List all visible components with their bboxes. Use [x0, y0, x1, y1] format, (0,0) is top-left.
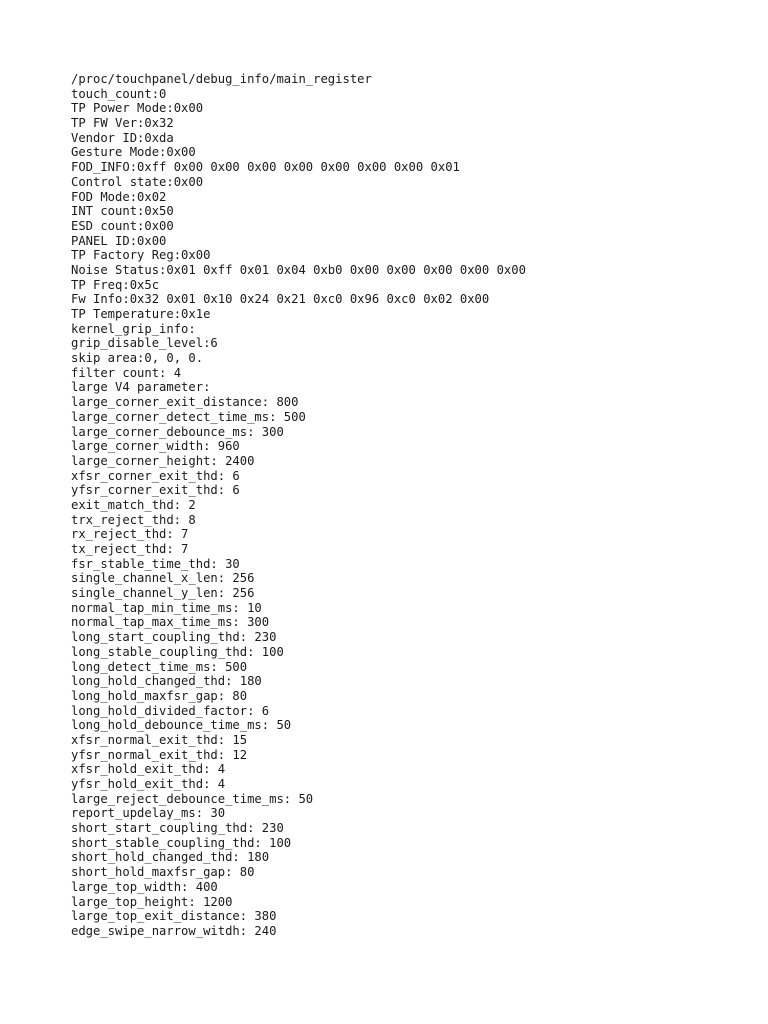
file-path-heading: /proc/touchpanel/debug_info/main_register: [71, 72, 372, 86]
register-line: ESD count:0x00: [71, 218, 174, 233]
register-line: TP Freq:0x5c: [71, 277, 160, 292]
register-line: TP FW Ver:0x32: [71, 116, 174, 131]
register-line: normal_tap_max_time_ms: 300: [71, 615, 270, 630]
register-line: long_start_coupling_thd: 230: [71, 630, 277, 645]
register-line: large_top_exit_distance: 380: [71, 909, 277, 924]
register-line: large_corner_exit_distance: 800: [71, 395, 299, 410]
register-line: Control state:0x00: [71, 174, 204, 189]
register-line: trx_reject_thd: 8: [71, 512, 196, 527]
register-line: Gesture Mode:0x00: [71, 145, 196, 160]
register-line: short_hold_changed_thd: 180: [71, 850, 270, 865]
register-line: TP Power Mode:0x00: [71, 101, 204, 116]
register-line: yfsr_normal_exit_thd: 12: [71, 747, 248, 762]
register-line: short_hold_maxfsr_gap: 80: [71, 865, 255, 880]
register-line: large_top_height: 1200: [71, 894, 233, 909]
register-line: tx_reject_thd: 7: [71, 542, 189, 556]
register-line: xfsr_corner_exit_thd: 6: [71, 468, 240, 483]
register-line: filter count: 4: [71, 365, 182, 380]
register-line: short_start_coupling_thd: 230: [71, 821, 284, 836]
register-line: yfsr_corner_exit_thd: 6: [71, 483, 240, 498]
register-line: kernel_grip_info:: [71, 321, 196, 336]
register-line: long_stable_coupling_thd: 100: [71, 644, 284, 659]
register-line: touch_count:0: [71, 86, 167, 101]
register-line: exit_match_thd: 2: [71, 497, 196, 512]
register-line: long_detect_time_ms: 500: [71, 659, 248, 674]
register-line: large_corner_detect_time_ms: 500: [71, 409, 306, 424]
register-line: PANEL ID:0x00: [71, 233, 167, 248]
register-line: Vendor ID:0xda: [71, 130, 174, 145]
register-line: fsr_stable_time_thd: 30: [71, 556, 240, 571]
register-line: long_hold_divided_factor: 6: [71, 703, 270, 718]
register-line: large V4 parameter:: [71, 380, 211, 395]
register-line: large_reject_debounce_time_ms: 50: [71, 791, 314, 806]
register-line: large_top_width: 400: [71, 879, 218, 894]
register-line: single_channel_y_len: 256: [71, 586, 255, 601]
register-line: short_stable_coupling_thd: 100: [71, 835, 292, 850]
register-line: skip area:0, 0, 0.: [71, 351, 204, 366]
register-line: grip_disable_level:6: [71, 336, 218, 351]
register-line: Fw Info:0x32 0x01 0x10 0x24 0x21 0xc0 0x96 0xc0 0x02 0x00: [71, 292, 490, 307]
register-line: TP Factory Reg:0x00: [71, 248, 211, 263]
register-line: FOD_INFO:0xff 0x00 0x00 0x00 0x00 0x00 0x00 0x00 0x01: [71, 160, 460, 175]
register-line: long_hold_debounce_time_ms: 50: [71, 718, 292, 733]
register-line: large_corner_height: 2400: [71, 453, 255, 468]
register-line: single_channel_x_len: 256: [71, 571, 255, 586]
register-line: yfsr_hold_exit_thd: 4: [71, 777, 226, 791]
register-line: edge_swipe_narrow_witdh: 240: [71, 923, 277, 938]
register-line: rx_reject_thd: 7: [71, 527, 189, 542]
register-line: report_updelay_ms: 30: [71, 806, 226, 821]
register-line: xfsr_hold_exit_thd: 4: [71, 762, 226, 777]
register-line: normal_tap_min_time_ms: 10: [71, 600, 262, 615]
register-line: INT count:0x50: [71, 204, 174, 219]
register-line: Noise Status:0x01 0xff 0x01 0x04 0xb0 0x00 0x00 0x00 0x00 0x00: [71, 262, 526, 277]
register-line: large_corner_debounce_ms: 300: [71, 424, 284, 439]
register-line: xfsr_normal_exit_thd: 15: [71, 732, 248, 747]
register-line: long_hold_changed_thd: 180: [71, 674, 262, 689]
register-dump-text: [71, 72, 526, 939]
register-line: FOD Mode:0x02: [71, 189, 167, 204]
register-line: TP Temperature:0x1e: [71, 307, 211, 321]
register-line: large_corner_width: 960: [71, 439, 240, 454]
register-line: long_hold_maxfsr_gap: 80: [71, 688, 248, 703]
